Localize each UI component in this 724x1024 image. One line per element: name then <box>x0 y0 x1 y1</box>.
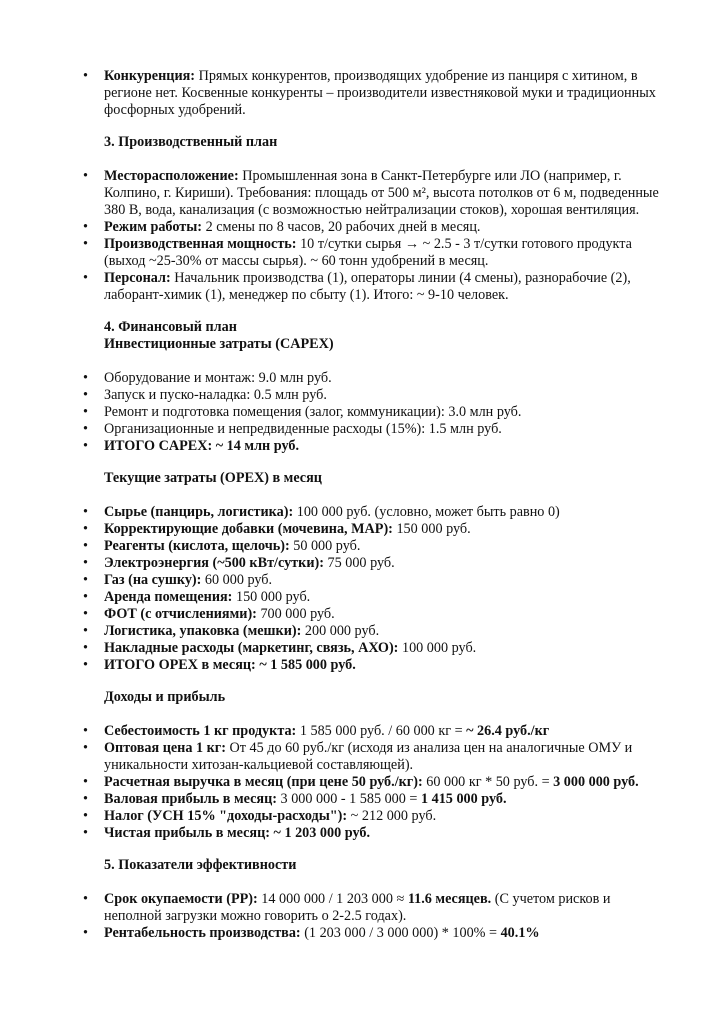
section-heading <box>83 319 663 353</box>
bullet-icon: • <box>83 521 88 537</box>
bold-text: Месторасположение: <box>104 168 239 184</box>
text: Прямых конкурентов, производящих удобрение из панциря с хитином, в регионе нет. Косвенные конкуренты – производители известняковой муки и традиционных фосфорных удобрений. <box>104 68 656 118</box>
list-item <box>83 808 663 825</box>
bullet-icon: • <box>83 825 88 841</box>
bold-text: Накладные расходы (маркетинг, связь, АХО): <box>104 640 399 656</box>
list-item <box>83 68 663 119</box>
bold-text: Электроэнергия (~500 кВт/сутки): <box>104 555 324 571</box>
list-item <box>83 589 663 606</box>
bullet-icon: • <box>83 68 88 84</box>
bold-text: 3 000 000 руб. <box>553 774 639 790</box>
list-item <box>83 219 663 236</box>
heading-line: Доходы и прибыль <box>104 689 226 705</box>
list-item <box>83 740 663 774</box>
list-item <box>83 657 663 674</box>
bold-text: Валовая прибыль в месяц: <box>104 791 277 807</box>
text: 10 т/сутки сырья → ~ 2.5 - 3 т/сутки готового продукта (выход ~25-30% от массы сырья). ~ 60 тонн удобрений в месяц. <box>104 236 632 269</box>
bold-text: Срок окупаемости (PP): <box>104 891 258 907</box>
document-page <box>83 68 663 942</box>
bold-text: Персонал: <box>104 270 171 286</box>
list-item <box>83 421 663 438</box>
text: (С учетом рисков и неполной загрузки можно говорить о 2-2.5 годах). <box>104 891 611 924</box>
bold-text: ФОТ (с отчислениями): <box>104 606 257 622</box>
text: Запуск и пуско-наладка: 0.5 млн руб. <box>104 387 327 403</box>
list-item <box>83 236 663 270</box>
section-heading <box>83 470 663 487</box>
list-item <box>83 370 663 387</box>
text: Ремонт и подготовка помещения (залог, коммуникации): 3.0 млн руб. <box>104 404 522 420</box>
text: 50 000 руб. <box>289 538 361 554</box>
text: 200 000 руб. <box>301 623 380 639</box>
bullet-icon: • <box>83 606 88 622</box>
bullet-list <box>83 891 663 942</box>
bullet-icon: • <box>83 504 88 520</box>
bullet-icon: • <box>83 623 88 639</box>
text: ~ 212 000 руб. <box>347 808 437 824</box>
bold-text: Реагенты (кислота, щелочь): <box>104 538 290 554</box>
list-item <box>83 825 663 842</box>
bold-text: Рентабельность производства: <box>104 925 301 941</box>
bold-text: 40.1% <box>500 925 540 941</box>
text: От 45 до 60 руб./кг (исходя из анализа цен на аналогичные ОМУ и уникальности хитозан-кальциевой составляющей). <box>104 740 633 773</box>
bullet-list <box>83 370 663 455</box>
text: 60 000 кг * 50 руб. = <box>422 774 554 790</box>
bullet-icon: • <box>83 808 88 824</box>
bullet-icon: • <box>83 219 88 235</box>
text: 100 000 руб. <box>398 640 477 656</box>
bold-text: Конкуренция: <box>104 68 196 84</box>
list-item <box>83 538 663 555</box>
list-item <box>83 925 663 942</box>
list-item <box>83 438 663 455</box>
bold-text: Газ (на сушку): <box>104 572 202 588</box>
bold-text: Налог (УСН 15% "доходы-расходы"): <box>104 808 348 824</box>
bullet-icon: • <box>83 370 88 386</box>
bold-text: Корректирующие добавки (мочевина, МАР): <box>104 521 393 537</box>
bullet-icon: • <box>83 791 88 807</box>
list-item <box>83 270 663 304</box>
section-heading <box>83 689 663 706</box>
text: 75 000 руб. <box>323 555 395 571</box>
bold-text: Оптовая цена 1 кг: <box>104 740 226 756</box>
bullet-icon: • <box>83 438 88 454</box>
text: 1 585 000 руб. / 60 000 кг = <box>296 723 467 739</box>
bullet-icon: • <box>83 555 88 571</box>
bullet-icon: • <box>83 538 88 554</box>
bullet-icon: • <box>83 168 88 184</box>
text: Оборудование и монтаж: 9.0 млн руб. <box>104 370 332 386</box>
list-item <box>83 606 663 623</box>
bullet-list <box>83 168 663 304</box>
text: 150 000 руб. <box>232 589 311 605</box>
text: Промышленная зона в Санкт-Петербурге или ЛО (например, г. Колпино, г. Кириши). Требования: площадь от 500 м², высота потолков от 6 м, подведенные 380 В, вода, канализация (с возможностью нейтрализации стоков), хорошая вентиляция. <box>104 168 659 218</box>
text: 14 000 000 / 1 203 000 ≈ <box>257 891 408 907</box>
bold-text: Логистика, упаковка (мешки): <box>104 623 302 639</box>
bold-text: Производственная мощность: <box>104 236 297 252</box>
text: Организационные и непредвиденные расходы (15%): 1.5 млн руб. <box>104 421 502 437</box>
bullet-list <box>83 504 663 674</box>
bold-text: Расчетная выручка в месяц (при цене 50 руб./кг): <box>104 774 423 790</box>
section-heading <box>83 134 663 151</box>
bold-text: Режим работы: <box>104 219 203 235</box>
bullet-icon: • <box>83 723 88 739</box>
heading-line: 5. Показатели эффективности <box>104 857 297 873</box>
heading-line: Инвестиционные затраты (CAPEX) <box>104 336 334 352</box>
text: Начальник производства (1), операторы линии (4 смены), разнорабочие (2), лаборант-химик (1), менеджер по сбыту (1). Итого: ~ 9-10 человек. <box>104 270 631 303</box>
bullet-icon: • <box>83 572 88 588</box>
bold-text: ИТОГО CAPEX: ~ 14 млн руб. <box>104 438 299 454</box>
bullet-icon: • <box>83 236 88 252</box>
list-item <box>83 891 663 925</box>
text: 2 смены по 8 часов, 20 рабочих дней в месяц. <box>202 219 481 235</box>
bullet-icon: • <box>83 270 88 286</box>
bullet-icon: • <box>83 387 88 403</box>
text: (1 203 000 / 3 000 000) * 100% = <box>300 925 501 941</box>
bullet-icon: • <box>83 657 88 673</box>
bullet-icon: • <box>83 589 88 605</box>
text: 150 000 руб. <box>392 521 471 537</box>
text: 3 000 000 - 1 585 000 = <box>277 791 421 807</box>
bullet-icon: • <box>83 640 88 656</box>
bullet-icon: • <box>83 774 88 790</box>
list-item <box>83 555 663 572</box>
bullet-icon: • <box>83 891 88 907</box>
bold-text: Сырье (панцирь, логистика): <box>104 504 294 520</box>
bold-text: Аренда помещения: <box>104 589 233 605</box>
bold-text: 11.6 месяцев. <box>407 891 492 907</box>
list-item <box>83 623 663 640</box>
bold-text: ИТОГО OPEX в месяц: ~ 1 585 000 руб. <box>104 657 356 673</box>
list-item <box>83 504 663 521</box>
bullet-list <box>83 723 663 842</box>
bold-text: ~ 26.4 руб./кг <box>466 723 550 739</box>
bullet-icon: • <box>83 740 88 756</box>
bold-text: 1 415 000 руб. <box>420 791 507 807</box>
list-item <box>83 640 663 657</box>
heading-line: 4. Финансовый план <box>104 319 237 335</box>
bullet-list <box>83 68 663 119</box>
text: 100 000 руб. (условно, может быть равно 0) <box>293 504 560 520</box>
list-item <box>83 723 663 740</box>
text: 700 000 руб. <box>256 606 335 622</box>
list-item <box>83 387 663 404</box>
bullet-icon: • <box>83 925 88 941</box>
list-item <box>83 521 663 538</box>
text: 60 000 руб. <box>201 572 273 588</box>
list-item <box>83 774 663 791</box>
list-item <box>83 404 663 421</box>
section-heading <box>83 857 663 874</box>
bold-text: Себестоимость 1 кг продукта: <box>104 723 297 739</box>
bullet-icon: • <box>83 421 88 437</box>
list-item <box>83 168 663 219</box>
heading-line: 3. Производственный план <box>104 134 278 150</box>
bullet-icon: • <box>83 404 88 420</box>
list-item <box>83 572 663 589</box>
heading-line: Текущие затраты (OPEX) в месяц <box>104 470 322 486</box>
bold-text: Чистая прибыль в месяц: ~ 1 203 000 руб. <box>104 825 370 841</box>
list-item <box>83 791 663 808</box>
